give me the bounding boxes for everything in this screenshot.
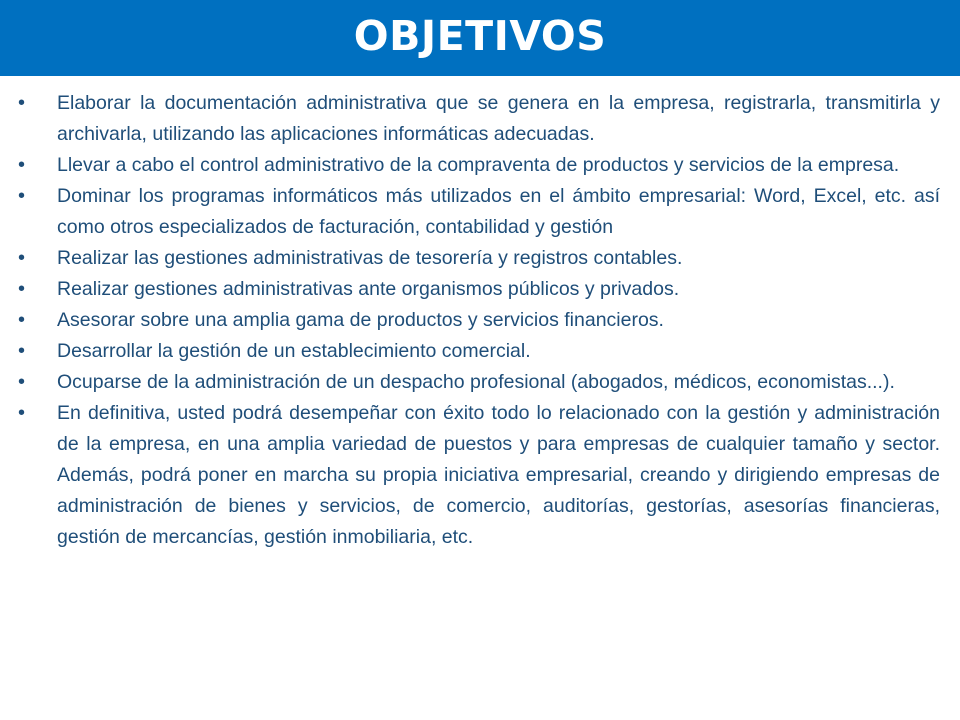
bullet-icon: • bbox=[18, 371, 26, 393]
bullet-icon: • bbox=[18, 278, 26, 300]
list-item bbox=[18, 243, 940, 274]
list-item bbox=[18, 274, 940, 305]
list-item bbox=[18, 367, 940, 398]
list-item-text: En definitiva, usted podrá desempeñar con éxito todo lo relacionado con la gestión y administración de la empresa, en una amplia variedad de puestos y para empresas de cualquier tamaño y sector. Además, podrá poner en marcha su propia iniciativa empresarial, creando y dirigiendo empresas de administración de bienes y servicios, de comercio, auditorías, gestorías, asesorías financieras, gestión de mercancías, gestión inmobiliaria, etc. bbox=[57, 402, 940, 548]
slide-title: OBJETIVOS bbox=[353, 12, 607, 60]
bullet-icon: • bbox=[18, 309, 26, 331]
bullet-icon: • bbox=[18, 402, 26, 424]
bullet-icon: • bbox=[18, 92, 26, 114]
bullet-icon: • bbox=[18, 185, 26, 207]
list-item-text: Ocuparse de la administración de un despacho profesional (abogados, médicos, economistas...). bbox=[57, 371, 895, 393]
list-item-text: Desarrollar la gestión de un establecimiento comercial. bbox=[57, 340, 531, 362]
list-item-text: Llevar a cabo el control administrativo de la compraventa de productos y servicios de la empresa. bbox=[57, 154, 900, 176]
list-item bbox=[18, 305, 940, 336]
list-item-text: Realizar gestiones administrativas ante organismos públicos y privados. bbox=[57, 278, 680, 300]
list-item bbox=[18, 398, 940, 553]
bullet-icon: • bbox=[18, 154, 26, 176]
title-bar bbox=[0, 0, 960, 76]
bullet-icon: • bbox=[18, 247, 26, 269]
list-item-text: Realizar las gestiones administrativas de tesorería y registros contables. bbox=[57, 247, 683, 269]
list-item-text: Asesorar sobre una amplia gama de productos y servicios financieros. bbox=[57, 309, 664, 331]
bullet-icon: • bbox=[18, 340, 26, 362]
list-item bbox=[18, 181, 940, 243]
list-item-text: Elaborar la documentación administrativa que se genera en la empresa, registrarla, transmitirla y archivarla, utilizando las aplicaciones informáticas adecuadas. bbox=[57, 92, 940, 145]
objectives-list bbox=[18, 88, 940, 553]
list-item-text: Dominar los programas informáticos más utilizados en el ámbito empresarial: Word, Excel, etc. así como otros especializados de facturación, contabilidad y gestión bbox=[57, 185, 940, 238]
list-item bbox=[18, 150, 940, 181]
list-item bbox=[18, 88, 940, 150]
list-item bbox=[18, 336, 940, 367]
